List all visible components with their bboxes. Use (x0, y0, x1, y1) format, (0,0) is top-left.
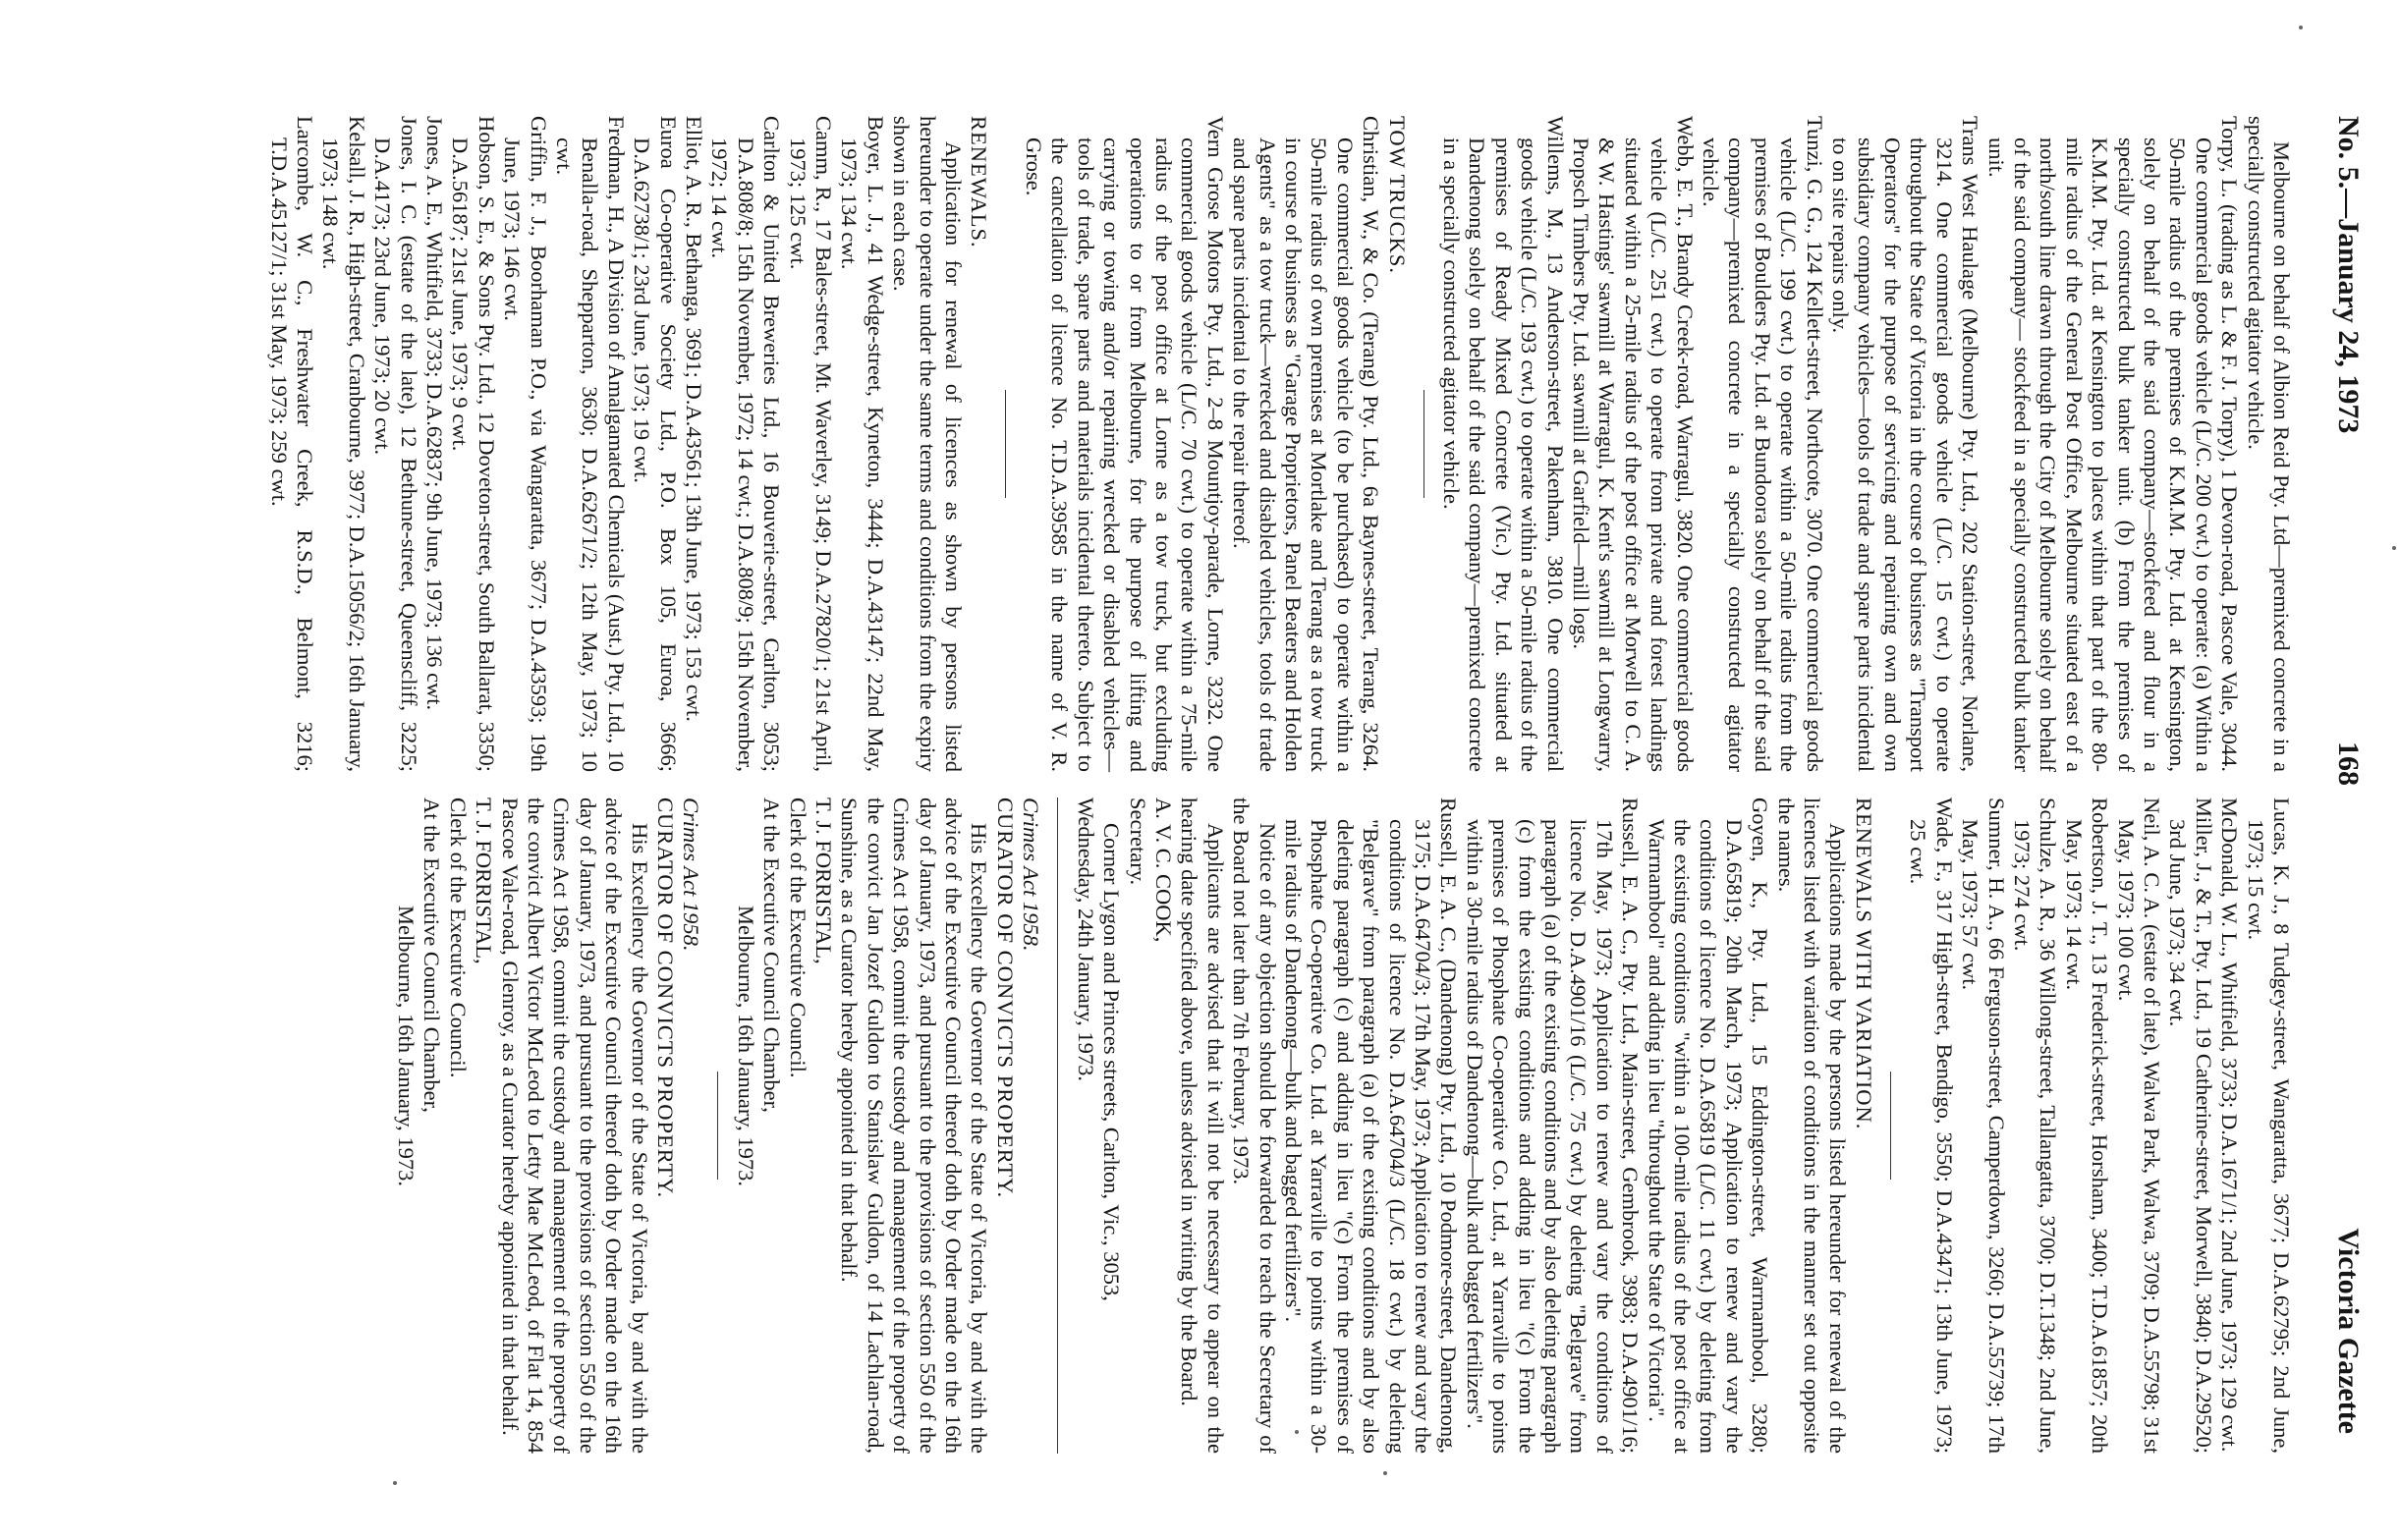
section-divider (717, 1072, 718, 1180)
renewals-with-variation-heading: RENEWALS WITH VARIATION. (1851, 798, 1876, 1130)
page-number: 168 (2332, 742, 2365, 786)
publication-title: Victoria Gazette (2332, 1228, 2365, 1434)
clerk-signature: T. J. FORRISTAL, (811, 798, 837, 964)
objection-notice: Notice of any objection should be forwarded to reach the Secretary of the Board not later than 7th February, 1973. (1229, 798, 1280, 1454)
scan-speck (1295, 1430, 1299, 1434)
clerk-title: Clerk of the Executive Council. (785, 798, 810, 1078)
renewal-entry: McDonald, W. L., Whitfield, 3733; D.A.1671/1; 2nd June, 1973; 129 cwt. (2217, 798, 2243, 1453)
renewal-entry: Elliot, A. R., Bethanga, 3691; D.A.43561; 13th June, 1973; 153 cwt. (682, 116, 707, 722)
renewal-entry: Boyer, L. J., 41 Wedge-street, Kyneton, 3444; D.A.43147; 22nd May, 1973; 134 cwt. (837, 116, 888, 772)
scan-speck (2299, 26, 2303, 29)
renewal-entry: Carlton & United Breweries Ltd., 16 Bouverie-street, Carlton, 3053; D.A.808/8; 15th November, 1972; 14 cwt.; D.A.808/9; 15th November, 1972; 14 cwt. (707, 116, 785, 772)
tow-truck-entry: Vern Grose Motors Pty. Ltd., 2–8 Mountjoy-parade, Lorne, 3232. One commercial goods vehicle (L/C. 70 cwt.) to operate within a 75-mile radius of the post office at Lorne as a tow truck, but excluding operations to or from Melbourne, for the purpose of lifting and carrying or towing and/or repairing wrecked or disabled vehicles—tools of trade, spare parts and materials incidental thereto. Subject to the cancellation of licence No. T.D.A.39585 in the name of V. R. Grose. (1021, 116, 1228, 772)
renewal-entry: Neil, A. C. A. (estate of late), Walwa Park, Walwa, 3709; D.A.55798; 31st May, 1973; 100 cwt. (2113, 798, 2164, 1454)
curator-notice (393, 798, 704, 1454)
hearing-notice: Applicants are advised that it will not be necessary to appear on the hearing date specified above, unless advised in writing by the Board. (1177, 798, 1228, 1454)
renewal-entry: Larcombe, W. C., Freshwater Creek, R.S.D., Belmont, 3216; T.D.A.45127/1; 31st May, 1973; 259 cwt. (266, 116, 317, 772)
licence-entry: Trans West Haulage (Melbourne) Pty. Ltd., 202 Station-street, Norlane, 3214. One commercial goods vehicle (L/C. 15 cwt.) to operate throughout the State of Victoria in the course of business as "Transport Operators" for the purpose of servicing and repairing own and own subsidiary company vehicles—tools of trade and spare parts incidental to on site repairs only. (1828, 116, 1983, 772)
issue-number-date: No. 5.—January 24, 1973 (2332, 116, 2365, 434)
board-signature-name: A. V. C. COOK, (1150, 798, 1176, 943)
variation-entry: Goyen, K., Pty. Ltd., 15 Eddington-street, Warrnambool, 3280; D.A.65819; 20th March, 1973; Application to renew and vary the conditions of licence No. D.A.65819 (L/C. 11 cwt.) by deleting from the existing conditions "within a 100-mile radius of the post office at Warrnambool" and adding in lieu "throughout the State of Victoria". (1644, 798, 1773, 1454)
curator-heading: CURATOR OF CONVICTS PROPERTY. (992, 798, 1018, 1199)
renewal-entry: Euroa Co-operative Society Ltd., P.O. Box 105, Euroa, 3666; D.A.62738/1; 23rd June, 1973; 19 cwt. (630, 116, 681, 772)
scan-speck (2392, 546, 2396, 550)
scan-speck (393, 1481, 397, 1485)
licence-entries (1438, 116, 2243, 772)
renewal-entry: Jones, A. E., Whitfield, 3733; D.A.62837; 9th June, 1973; 136 cwt. (421, 116, 447, 711)
scan-speck (1383, 1471, 1387, 1475)
chamber-date: Melbourne, 16th January, 1973. (733, 906, 758, 1186)
renewal-entries-continued (1905, 798, 2294, 1454)
section-divider (1057, 798, 1058, 1454)
left-column (265, 116, 2294, 772)
renewal-entry: Wade, F., 317 High-street, Bendigo, 3550; D.A.43471; 13th June, 1973; 25 cwt. (1906, 798, 1957, 1454)
right-column (393, 798, 2294, 1454)
board-date: Wednesday, 24th January, 1973. (1073, 798, 1098, 1081)
variation-intro: Applications made by the persons listed hereunder for renewal of the licences listed with variation of conditions in the manner set out opposite the names. (1773, 798, 1851, 1454)
renewal-entry: Schulze, A. R., 36 Willong-street, Tallangatta, 3700; D.T.1348; 2nd June, 1973; 274 cwt. (2009, 798, 2061, 1454)
continued-entry: Melbourne on behalf of Albion Reid Pty. Ltd—premixed concrete in a specially constructed agitator vehicle. (2243, 116, 2294, 772)
chamber-date: Melbourne, 16th January, 1973. (393, 906, 419, 1186)
tow-truck-entry: Christian, W., & Co. (Terang) Pty. Ltd., 6a Baynes-street, Terang, 3264. One commercial goods vehicle (to be purchased) to operate within a 50-mile radius of own premises at Mortlake and Terang as a tow truck in course of business as "Garage Proprietors, Panel Beaters and Holden Agents" as a tow truck—wrecked and disabled vehicles, tools of trade and spare parts incidental to the repair thereof. (1229, 116, 1384, 772)
licence-entry: Webb, E. T., Brandy Creek-road, Warragul, 3820. One commercial goods vehicle (L/C. 251 cwt.) to operate from private and forest landings situated within a 25-mile radius of the post office at Morwell to C. A. & W. Hastings' sawmill at Warragul, K. Kent's sawmill at Longwarry, Propsch Timbers Pty. Ltd. sawmill at Garfield—mill logs. (1569, 116, 1698, 772)
curator-notice (732, 798, 1043, 1454)
renewal-entry: Jones, I. C. (estate of the late), 12 Bethune-street, Queenscliff, 3225; D.A.4173; 23rd June, 1973; 20 cwt. (370, 116, 421, 772)
section-divider (1006, 390, 1007, 498)
renewal-entry: Kelsall, J. R., High-street, Cranbourne, 3977; D.A.15056/2; 16th January, 1973; 148 cwt. (318, 116, 369, 772)
act-title: Crimes Act 1958. (679, 798, 704, 952)
renewal-entry: Sumner, H. A., 66 Ferguson-street, Camperdown, 3260; D.A.55739; 17th May, 1973; 57 cwt. (1958, 798, 2009, 1454)
clerk-title: Clerk of the Executive Council. (445, 798, 471, 1078)
licence-entry: Torpy, L. (trading as L. & F. J. Torpy), 1 Devon-road, Pascoe Vale, 3044. One commercial goods vehicle (L/C. 200 cwt.) to operate: (a) Within a 50-mile radius of the premises of K.M.M. Pty. Ltd. at Kensington, solely on behalf of the said company—stockfeed and flour in a specially constructed bulk tanker unit. (b) From the premises of K.M.M. Pty. Ltd. at Kensington to places within that part of the 80-mile radius of the General Post Office, Melbourne situated east of a north/south line drawn through the City of Melbourne solely on behalf of the said company— stockfeed in a specially constructed bulk tanker unit. (1983, 116, 2243, 772)
renewal-entry: Fredman, H., A Division of Amalgamated Chemicals (Aust.) Pty. Ltd., 10 Benalla-road, Shepparton, 3630; D.A.62671/2; 12th May, 1973; 10 cwt. (552, 116, 629, 772)
renewals-intro: Application for renewal of licences as shown by persons listed hereunder to operate under the same terms and conditions from the expiry shown in each case. (889, 116, 967, 772)
chamber-place: At the Executive Council Chamber, (759, 798, 785, 1113)
section-divider (1423, 390, 1424, 498)
act-title: Crimes Act 1958. (1019, 798, 1044, 952)
curator-order: His Excellency the Governor of the State of Victoria, by and with the advice of the Executive Council thereof doth by Order made on the 16th day of January, 1973, and pursuant to the provisions of section 550 of the Crimes Act 1958, commit the custody and management of the property of the convict Albert Victor McLeod to Letty Mae McLeod, of Flat 14, 854 Pascoe Vale-road, Glenroy, as a Curator hereby appointed in that behalf. (497, 798, 652, 1454)
variation-entry: Russell, E. A. C., (Dandenong) Pty. Ltd., 10 Podmore-street, Dandenong, 3175; D.A.64704/3; 17th May, 1973; Application to renew and vary the conditions of licence No. D.A.64704/3 (L/C. 18 cwt.) by deleting "Belgrave" from paragraph (a) of the existing conditions and by also deleting paragraph (c) and adding in lieu "(c) From the premises of Phosphate Co-operative Co. Ltd. at Yarraville to points within a 30-mile radius of Dandenong—bulk and bagged fertilizers". (1280, 798, 1462, 1454)
curator-order: His Excellency the Governor of the State of Victoria, by and with the advice of the Executive Council thereof doth by Order made on the 16th day of January, 1973, and pursuant to the provisions of section 550 of the Crimes Act 1958, commit the custody and management of the property of the convict Jan Jozef Guldon to Stanislaw Guldon, of 14 Lachlan-road, Sunshine, as a Curator hereby appointed in that behalf. (837, 798, 992, 1454)
renewal-entry: Hobson, S. E., & Sons Pty. Ltd., 12 Doveton-street, South Ballarat, 3350; D.A.56187; 21st June, 1973; 9 cwt. (448, 116, 499, 772)
variation-entry: Russell, E. A. C., Pty. Ltd., Main-street, Gembrook, 3983; D.A.4901/16; 17th May, 1973; Application to renew and vary the conditions of licence No. D.A.4901/16 (L/C. 75 cwt.) by deleting "Belgrave" from paragraph (a) of the existing conditions and by also deleting paragraph (c) from the existing conditions and adding in lieu "(c) From the premises of Phosphate Co-operative Co. Ltd., at Yarraville to points within a 30-mile radius of Dandenong—bulk and bagged fertilizers". (1462, 798, 1644, 1454)
curator-heading: CURATOR OF CONVICTS PROPERTY. (653, 798, 679, 1199)
licence-entry: Tunzi, G. G., 124 Kellett-street, Northcote, 3070. One commercial goods vehicle (L/C. 199 cwt.) to operate within a 50-mile radius from the premises of Boulders Pty. Ltd. at Bundoora solely on behalf of the said company—premixed concrete in a specially constructed agitator vehicle. (1699, 116, 1827, 772)
section-divider (1890, 1072, 1891, 1180)
renewal-entries (265, 116, 888, 772)
renewal-entry: Camm, R., 17 Bales-street, Mt. Waverley, 3149; D.A.27820/1; 21st April, 1973; 125 cwt. (785, 116, 837, 772)
board-signature-title: Secretary. (1125, 798, 1150, 886)
renewal-entry: Miller, J., & T., Pty. Ltd., 19 Catherine-street, Morwell, 3840; D.A.29520; 3rd June, 1973; 34 cwt. (2165, 798, 2216, 1454)
renewal-entry: Lucas, K. J., 8 Tudgey-street, Wangaratta, 3677; D.A.62795; 2nd June, 1973; 15 cwt. (2243, 798, 2294, 1454)
renewal-entry: Griffin, F. J., Boorhaman P.O., via Wangaratta, 3677; D.A.43593; 19th June, 1973; 146 cwt. (500, 116, 551, 772)
chamber-place: At the Executive Council Chamber, (419, 798, 445, 1113)
board-address: Corner Lygon and Princes streets, Carlton, Vic., 3053, (1099, 823, 1125, 1301)
clerk-signature: T. J. FORRISTAL, (472, 798, 497, 964)
renewals-heading: RENEWALS. (967, 116, 992, 248)
licence-entry: Willems, M., 13 Anderson-street, Pakenham, 3810. One commercial goods vehicle (L/C. 193 cwt.) to operate within a 50-mile radius of the premises of Ready Mixed Concrete (Vic.) Pty. Ltd. situated at Dandenong solely on behalf of the said company—premixed concrete in a specially constructed agitator vehicle. (1439, 116, 1568, 772)
renewal-entry: Robertson, J. T., 13 Frederick-street, Horsham, 3400; T.D.A.61857; 20th May, 1973; 14 cwt. (2061, 798, 2113, 1454)
tow-trucks-heading: TOW TRUCKS. (1384, 116, 1410, 275)
